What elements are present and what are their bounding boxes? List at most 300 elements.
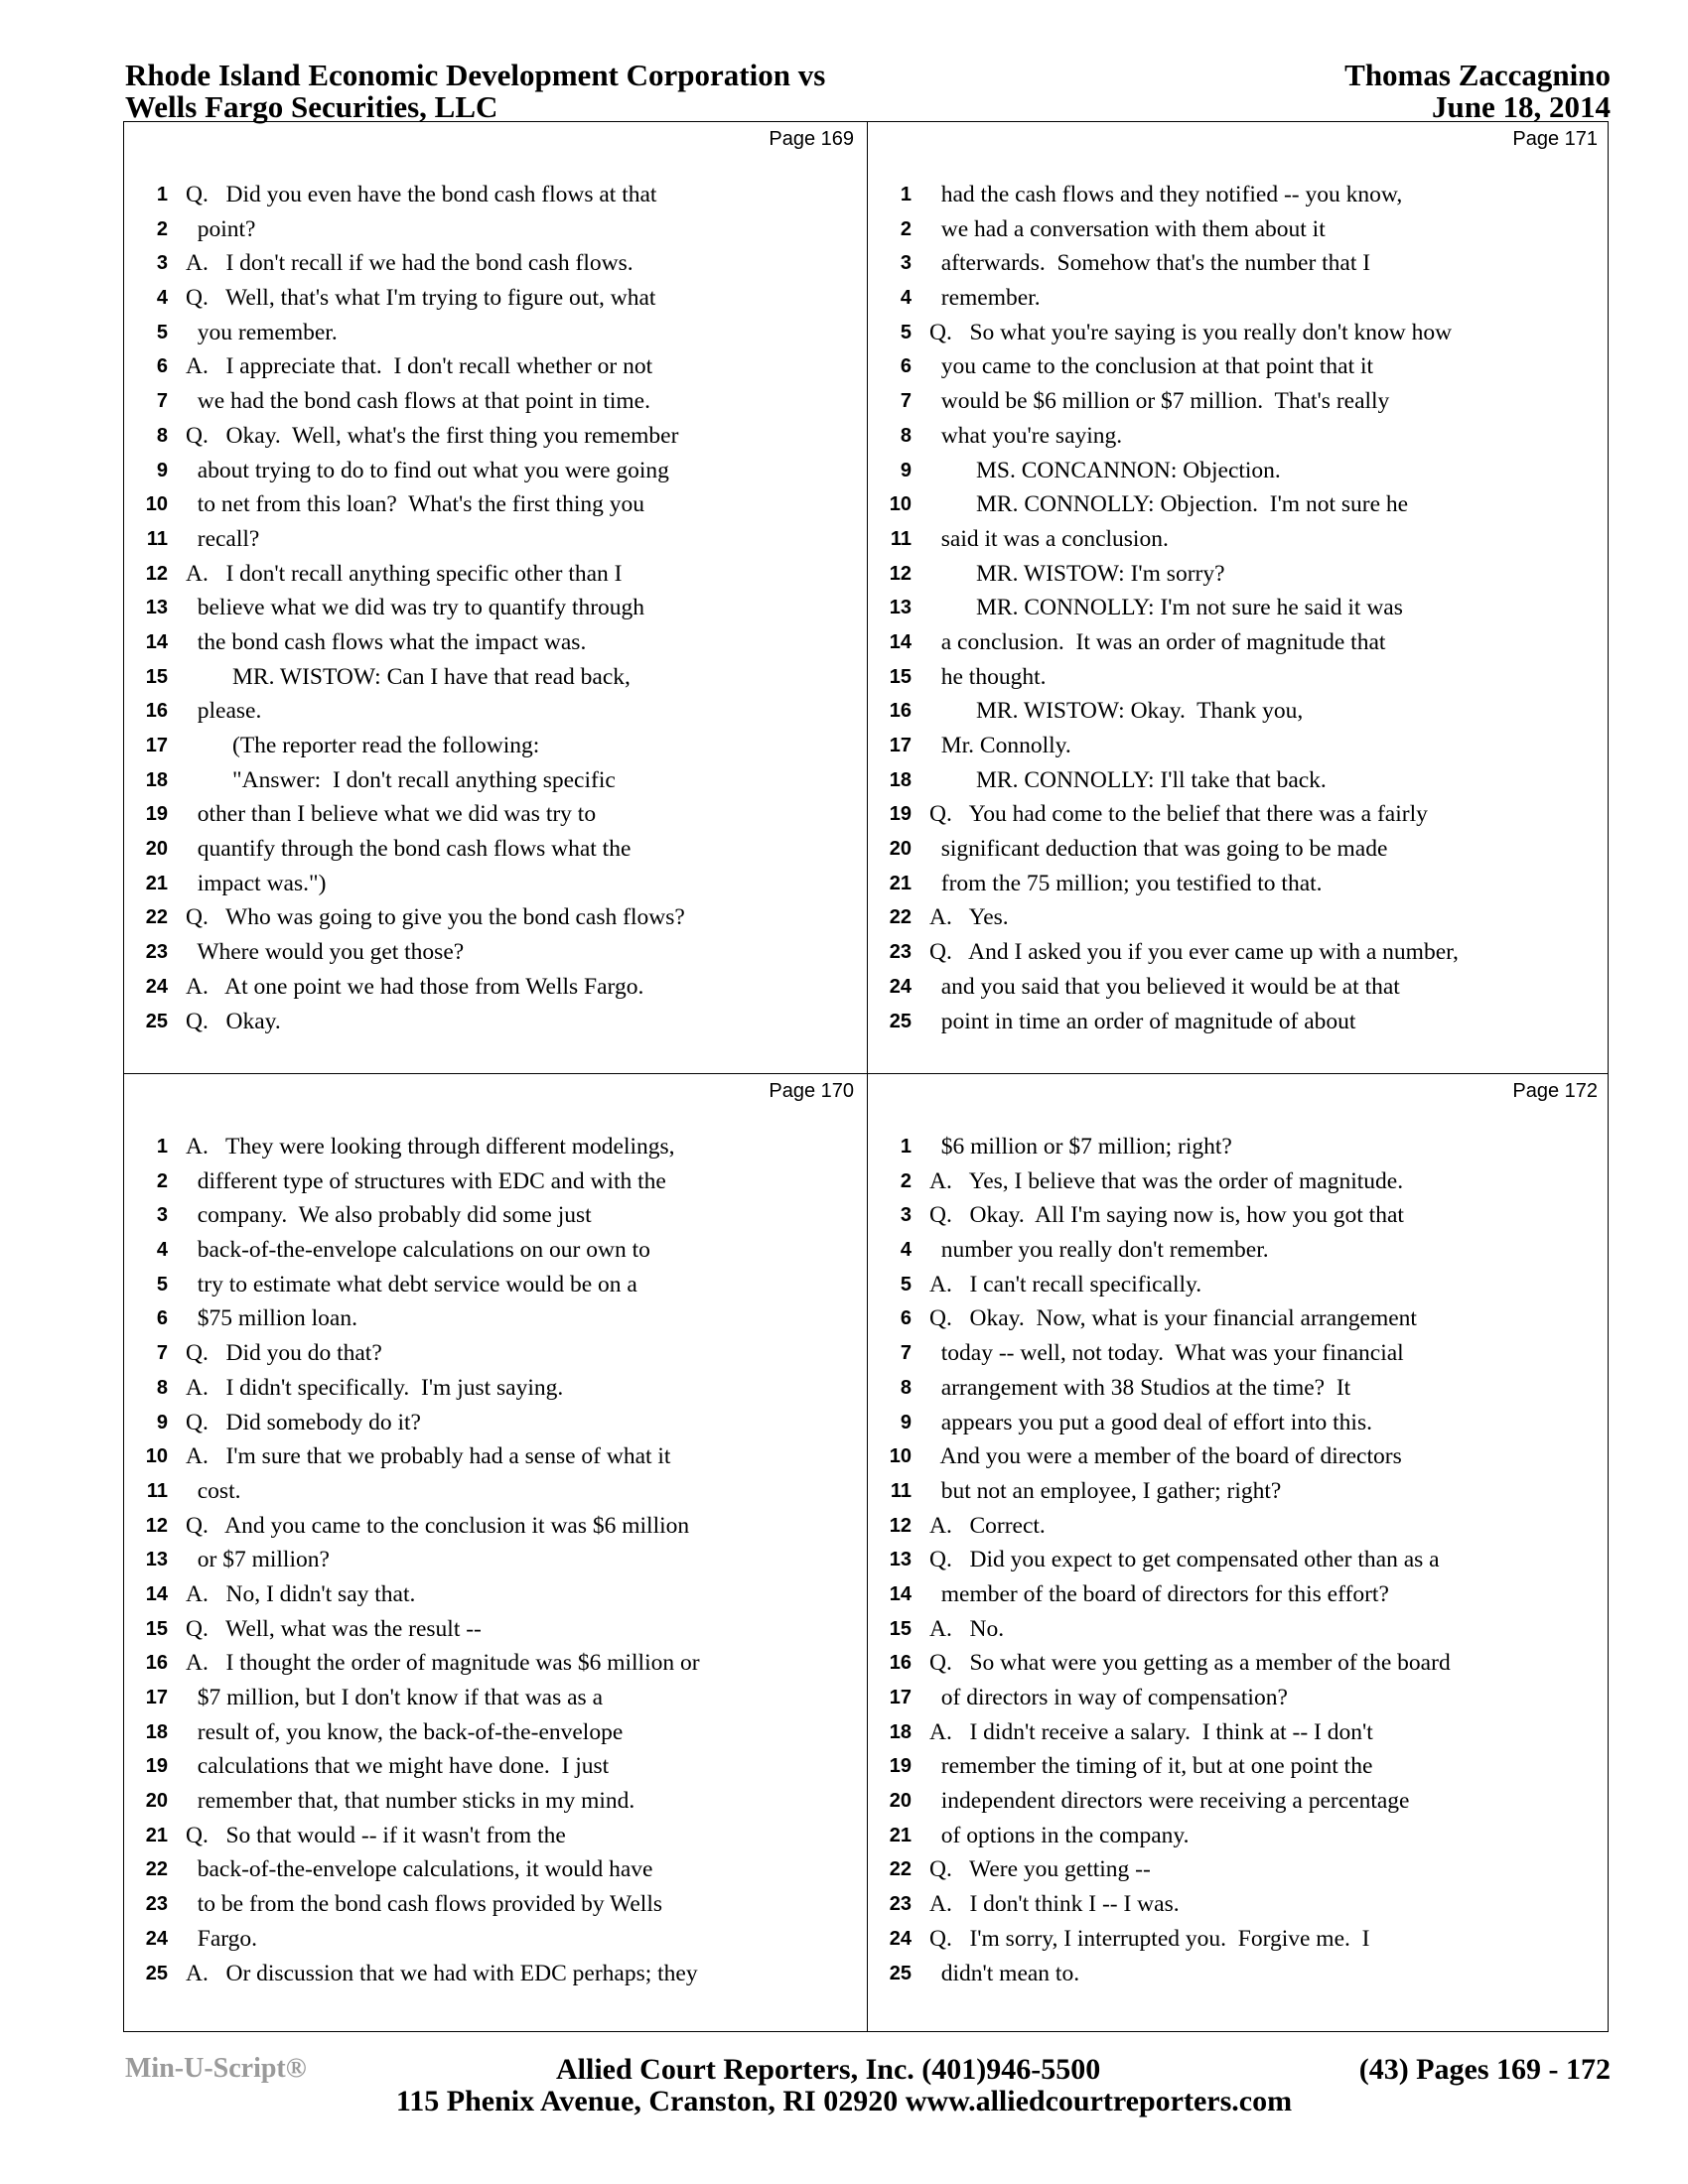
transcript-lines bbox=[124, 1130, 866, 1990]
line-number: 21 bbox=[889, 1824, 912, 1846]
transcript-line bbox=[868, 832, 1610, 867]
transcript-line bbox=[868, 1543, 1610, 1577]
line-number: 16 bbox=[889, 700, 912, 723]
transcript-line bbox=[868, 1749, 1610, 1784]
line-number: 20 bbox=[145, 838, 168, 861]
transcript-line bbox=[124, 1406, 866, 1440]
transcript-line bbox=[124, 1612, 866, 1647]
line-number: 17 bbox=[145, 735, 168, 756]
line-text: remember. bbox=[929, 285, 1041, 312]
transcript-line bbox=[124, 1887, 866, 1922]
line-number: 15 bbox=[889, 1617, 912, 1640]
line-text: Q. Were you getting -- bbox=[929, 1856, 1151, 1883]
line-text: Q. Did somebody do it? bbox=[186, 1409, 421, 1435]
transcript-line bbox=[868, 729, 1610, 763]
line-number: 12 bbox=[145, 562, 168, 585]
line-number: 15 bbox=[889, 665, 912, 688]
transcript-line bbox=[868, 1715, 1610, 1750]
line-text: Q. So what were you getting as a member of the board bbox=[929, 1650, 1451, 1677]
line-number: 25 bbox=[889, 1962, 912, 1984]
line-number: 18 bbox=[889, 1720, 912, 1743]
line-text: please. bbox=[186, 698, 262, 725]
transcript-line bbox=[124, 1301, 866, 1336]
transcript-line bbox=[124, 1577, 866, 1612]
transcript-line bbox=[124, 729, 866, 763]
transcript-line bbox=[868, 1957, 1610, 1991]
line-text: Where would you get those? bbox=[186, 939, 465, 966]
transcript-lines bbox=[868, 178, 1610, 1038]
transcript-line bbox=[124, 1784, 866, 1819]
line-text: back-of-the-envelope calculations on our own to bbox=[186, 1237, 650, 1264]
transcript-page bbox=[124, 1074, 866, 2025]
line-number: 20 bbox=[145, 1790, 168, 1813]
transcript-line bbox=[868, 212, 1610, 247]
line-text: A. I appreciate that. I don't recall whether or not bbox=[186, 353, 653, 380]
line-number: 8 bbox=[900, 424, 912, 447]
line-number: 20 bbox=[889, 838, 912, 861]
witness-caption bbox=[1344, 60, 1611, 123]
line-text: A. I can't recall specifically. bbox=[929, 1271, 1202, 1297]
transcript-line bbox=[124, 763, 866, 798]
line-text: we had a conversation with them about it bbox=[929, 215, 1326, 242]
line-text: about trying to do to find out what you were going bbox=[186, 457, 669, 483]
line-number: 17 bbox=[145, 1687, 168, 1708]
line-text: A. I don't recall anything specific other than I bbox=[186, 560, 623, 587]
transcript-line bbox=[868, 1612, 1610, 1647]
page-number: Page 171 bbox=[1512, 128, 1598, 150]
line-number: 24 bbox=[145, 975, 168, 998]
transcript-line bbox=[868, 1474, 1610, 1509]
line-number: 25 bbox=[889, 1010, 912, 1032]
transcript-line bbox=[124, 694, 866, 729]
transcript-line bbox=[124, 1543, 866, 1577]
transcript-line bbox=[868, 1371, 1610, 1406]
line-number: 12 bbox=[889, 562, 912, 585]
line-text: different type of structures with EDC and with the bbox=[186, 1167, 666, 1194]
line-number: 18 bbox=[889, 768, 912, 791]
line-number: 12 bbox=[889, 1514, 912, 1537]
line-number: 14 bbox=[889, 1582, 912, 1605]
transcript-line bbox=[124, 316, 866, 350]
line-text: afterwards. Somehow that's the number that I bbox=[929, 250, 1371, 277]
line-number: 24 bbox=[889, 1927, 912, 1950]
line-number: 18 bbox=[145, 1720, 168, 1743]
line-text: "Answer: I don't recall anything specific bbox=[186, 766, 616, 793]
line-number: 5 bbox=[156, 1273, 168, 1296]
transcript-line bbox=[868, 694, 1610, 729]
transcript-line bbox=[124, 591, 866, 625]
line-text: A. No. bbox=[929, 1615, 1005, 1642]
line-number: 3 bbox=[900, 1204, 912, 1227]
line-text: arrangement with 38 Studios at the time? It bbox=[929, 1374, 1351, 1401]
line-text: of directors in way of compensation? bbox=[929, 1685, 1288, 1710]
line-text: Q. Okay. bbox=[186, 1008, 281, 1034]
transcript-page bbox=[868, 122, 1610, 1073]
transcript-line bbox=[124, 1922, 866, 1957]
footer-address: 115 Phenix Avenue, Cranston, RI 02920 www.alliedcourtreporters.com bbox=[395, 2085, 1293, 2117]
line-text: cost. bbox=[186, 1477, 241, 1504]
line-number: 13 bbox=[145, 597, 168, 619]
line-number: 8 bbox=[900, 1376, 912, 1399]
transcript-line bbox=[124, 970, 866, 1005]
line-text: Q. Okay. All I'm saying now is, how you got that bbox=[929, 1202, 1404, 1229]
line-text: company. We also probably did some just bbox=[186, 1202, 592, 1229]
line-text: Q. So that would -- if it wasn't from the bbox=[186, 1822, 566, 1848]
line-text: Mr. Connolly. bbox=[929, 733, 1071, 758]
line-number: 2 bbox=[156, 217, 168, 240]
transcript-line bbox=[868, 487, 1610, 522]
line-number: 14 bbox=[145, 1582, 168, 1605]
line-number: 17 bbox=[889, 735, 912, 756]
transcript-line bbox=[868, 1164, 1610, 1199]
page-number: Page 169 bbox=[769, 128, 854, 150]
transcript-line bbox=[124, 1852, 866, 1887]
transcript-line bbox=[124, 1509, 866, 1544]
line-number: 22 bbox=[145, 906, 168, 929]
transcript-page bbox=[868, 1074, 1610, 2025]
line-number: 6 bbox=[900, 1307, 912, 1330]
line-text: appears you put a good deal of effort into this. bbox=[929, 1409, 1372, 1435]
transcript-line bbox=[868, 660, 1610, 695]
line-text: Q. Did you do that? bbox=[186, 1340, 382, 1367]
line-text: $7 million, but I don't know if that was as a bbox=[186, 1685, 604, 1710]
line-text: or $7 million? bbox=[186, 1547, 330, 1573]
line-text: said it was a conclusion. bbox=[929, 525, 1169, 552]
line-number: 23 bbox=[889, 941, 912, 964]
line-text: impact was.") bbox=[186, 870, 327, 896]
line-number: 21 bbox=[145, 1824, 168, 1846]
line-number: 6 bbox=[156, 355, 168, 378]
line-text: MR. CONNOLLY: Objection. I'm not sure he bbox=[929, 491, 1409, 518]
line-text: he thought. bbox=[929, 663, 1047, 690]
line-number: 1 bbox=[156, 184, 168, 205]
line-number: 16 bbox=[889, 1652, 912, 1675]
line-text: would be $6 million or $7 million. That's really bbox=[929, 388, 1390, 415]
transcript-line bbox=[868, 1130, 1610, 1164]
line-number: 8 bbox=[156, 1376, 168, 1399]
line-number: 15 bbox=[145, 1617, 168, 1640]
line-number: 7 bbox=[900, 390, 912, 413]
deposition-date: June 18, 2014 bbox=[1432, 89, 1611, 124]
line-text: and you said that you believed it would be at that bbox=[929, 973, 1400, 1000]
line-number: 23 bbox=[145, 941, 168, 964]
line-text: A. Correct. bbox=[929, 1512, 1046, 1539]
line-number: 6 bbox=[156, 1307, 168, 1330]
line-text: of options in the company. bbox=[929, 1822, 1190, 1848]
transcript-line bbox=[124, 419, 866, 454]
line-text: MS. CONCANNON: Objection. bbox=[929, 457, 1281, 483]
line-text: Fargo. bbox=[186, 1925, 258, 1952]
transcript-line bbox=[124, 1819, 866, 1853]
line-text: point in time an order of magnitude of about bbox=[929, 1008, 1356, 1034]
line-number: 11 bbox=[146, 1479, 168, 1502]
transcript-line bbox=[124, 557, 866, 592]
transcript-line bbox=[868, 591, 1610, 625]
line-text: recall? bbox=[186, 525, 260, 552]
line-number: 22 bbox=[889, 1858, 912, 1881]
line-text: $75 million loan. bbox=[186, 1305, 357, 1332]
line-number: 5 bbox=[900, 1273, 912, 1296]
line-text: the bond cash flows what the impact was. bbox=[186, 628, 587, 655]
transcript-line bbox=[124, 349, 866, 384]
line-text: (The reporter read the following: bbox=[186, 733, 540, 758]
line-text: from the 75 million; you testified to that. bbox=[929, 870, 1323, 896]
line-text: A. I'm sure that we probably had a sense of what it bbox=[186, 1443, 671, 1470]
line-text: back-of-the-envelope calculations, it would have bbox=[186, 1856, 653, 1883]
line-number: 19 bbox=[889, 1755, 912, 1778]
transcript-line bbox=[124, 1681, 866, 1715]
transcript-line bbox=[124, 1005, 866, 1039]
line-number: 25 bbox=[145, 1962, 168, 1984]
line-text: A. They were looking through different modelings, bbox=[186, 1134, 675, 1160]
transcript-line bbox=[868, 316, 1610, 350]
transcript-line bbox=[124, 212, 866, 247]
line-text: independent directors were receiving a percentage bbox=[929, 1788, 1410, 1815]
line-text: Q. Okay. Well, what's the first thing you remember bbox=[186, 422, 679, 449]
line-text: Q. Did you even have the bond cash flows at that bbox=[186, 182, 657, 207]
line-number: 9 bbox=[900, 1411, 912, 1433]
transcript-frame bbox=[123, 121, 1609, 2032]
line-text: A. I didn't receive a salary. I think at -- I don't bbox=[929, 1718, 1373, 1745]
line-text: A. I don't think I -- I was. bbox=[929, 1891, 1180, 1918]
transcript-line bbox=[124, 625, 866, 660]
line-number: 9 bbox=[156, 1411, 168, 1433]
transcript-line bbox=[124, 281, 866, 316]
line-text: member of the board of directors for this effort? bbox=[929, 1580, 1389, 1607]
line-number: 2 bbox=[156, 1169, 168, 1192]
transcript-line bbox=[868, 246, 1610, 281]
line-number: 10 bbox=[145, 493, 168, 516]
line-number: 24 bbox=[889, 975, 912, 998]
transcript-line bbox=[124, 867, 866, 901]
transcript-line bbox=[868, 1406, 1610, 1440]
footer-page-range: (43) Pages 169 - 172 bbox=[1358, 2053, 1611, 2086]
line-text: A. Yes, I believe that was the order of magnitude. bbox=[929, 1167, 1404, 1194]
line-number: 19 bbox=[889, 803, 912, 826]
line-number: 1 bbox=[900, 1136, 912, 1158]
line-text: A. Yes. bbox=[929, 904, 1009, 931]
transcript-line bbox=[868, 763, 1610, 798]
line-text: Q. And I asked you if you ever came up with a number, bbox=[929, 939, 1459, 966]
line-number: 14 bbox=[145, 630, 168, 653]
line-number: 10 bbox=[889, 1445, 912, 1468]
line-text: And you were a member of the board of directors bbox=[929, 1443, 1402, 1470]
line-text: Q. Who was going to give you the bond cash flows? bbox=[186, 904, 685, 931]
line-text: Q. So what you're saying is you really don't know how bbox=[929, 319, 1453, 345]
transcript-line bbox=[124, 935, 866, 970]
transcript-line bbox=[868, 1005, 1610, 1039]
line-text: result of, you know, the back-of-the-envelope bbox=[186, 1718, 624, 1745]
line-number: 5 bbox=[900, 321, 912, 343]
line-text: try to estimate what debt service would be on a bbox=[186, 1271, 637, 1297]
transcript-line bbox=[868, 867, 1610, 901]
transcript-line bbox=[124, 1646, 866, 1681]
line-number: 7 bbox=[156, 390, 168, 413]
line-text: Q. I'm sorry, I interrupted you. Forgive me. I bbox=[929, 1925, 1370, 1952]
line-text: to be from the bond cash flows provided by Wells bbox=[186, 1891, 662, 1918]
line-number: 23 bbox=[145, 1893, 168, 1916]
line-number: 22 bbox=[889, 906, 912, 929]
line-text: didn't mean to. bbox=[929, 1960, 1080, 1986]
line-text: had the cash flows and they notified -- you know, bbox=[929, 182, 1403, 207]
line-text: MR. CONNOLLY: I'll take that back. bbox=[929, 766, 1327, 793]
transcript-line bbox=[124, 900, 866, 935]
transcript-line bbox=[124, 522, 866, 557]
line-text: but not an employee, I gather; right? bbox=[929, 1477, 1282, 1504]
line-text: Q. Okay. Now, what is your financial arrangement bbox=[929, 1305, 1417, 1332]
transcript-line bbox=[868, 1819, 1610, 1853]
case-caption bbox=[125, 60, 825, 123]
transcript-line bbox=[124, 1957, 866, 1991]
line-number: 1 bbox=[156, 1136, 168, 1158]
transcript-line bbox=[868, 1922, 1610, 1957]
line-number: 11 bbox=[890, 1479, 912, 1502]
line-number: 21 bbox=[889, 872, 912, 894]
transcript-line bbox=[868, 1646, 1610, 1681]
line-number: 14 bbox=[889, 630, 912, 653]
transcript-line bbox=[868, 797, 1610, 832]
line-text: significant deduction that was going to be made bbox=[929, 836, 1388, 863]
line-text: Q. Well, that's what I'm trying to figure out, what bbox=[186, 285, 656, 312]
transcript-line bbox=[124, 832, 866, 867]
transcript-line bbox=[124, 1474, 866, 1509]
transcript-line bbox=[868, 557, 1610, 592]
line-text: MR. WISTOW: I'm sorry? bbox=[929, 560, 1225, 587]
line-number: 9 bbox=[156, 459, 168, 481]
line-text: remember that, that number sticks in my mind. bbox=[186, 1788, 635, 1815]
transcript-line bbox=[868, 419, 1610, 454]
footer-reporter: Allied Court Reporters, Inc. (401)946-5500 bbox=[556, 2053, 1101, 2086]
line-number: 5 bbox=[156, 321, 168, 343]
line-number: 22 bbox=[145, 1858, 168, 1881]
line-text: what you're saying. bbox=[929, 422, 1123, 449]
line-text: today -- well, not today. What was your financial bbox=[929, 1340, 1404, 1367]
line-text: point? bbox=[186, 215, 256, 242]
transcript-line bbox=[124, 1164, 866, 1199]
transcript-line bbox=[124, 1198, 866, 1233]
transcript-line bbox=[124, 1268, 866, 1302]
case-title-line1: Rhode Island Economic Development Corporation vs bbox=[125, 58, 826, 92]
transcript-line bbox=[868, 900, 1610, 935]
transcript-line bbox=[868, 1233, 1610, 1268]
line-text: you came to the conclusion at that point that it bbox=[929, 353, 1374, 380]
line-number: 4 bbox=[900, 1239, 912, 1262]
line-number: 19 bbox=[145, 803, 168, 826]
transcript-line bbox=[124, 797, 866, 832]
line-number: 15 bbox=[145, 665, 168, 688]
line-text: MR. WISTOW: Can I have that read back, bbox=[186, 663, 631, 690]
line-text: believe what we did was try to quantify through bbox=[186, 595, 645, 621]
transcript-line bbox=[868, 970, 1610, 1005]
page-number: Page 172 bbox=[1512, 1080, 1598, 1102]
transcript-line bbox=[124, 1439, 866, 1474]
line-number: 25 bbox=[145, 1010, 168, 1032]
transcript-line bbox=[868, 625, 1610, 660]
transcript-line bbox=[124, 660, 866, 695]
line-number: 10 bbox=[889, 493, 912, 516]
transcript-line bbox=[868, 1784, 1610, 1819]
line-number: 16 bbox=[145, 700, 168, 723]
transcript-line bbox=[868, 935, 1610, 970]
line-number: 3 bbox=[156, 1204, 168, 1227]
line-text: Q. And you came to the conclusion it was $6 million bbox=[186, 1512, 690, 1539]
line-text: other than I believe what we did was try to bbox=[186, 801, 597, 828]
line-text: to net from this loan? What's the first thing you bbox=[186, 491, 644, 518]
transcript-page bbox=[124, 122, 866, 1073]
transcript-line bbox=[124, 1130, 866, 1164]
line-number: 1 bbox=[900, 184, 912, 205]
transcript-line bbox=[868, 454, 1610, 488]
transcript-line bbox=[868, 384, 1610, 419]
line-number: 4 bbox=[156, 287, 168, 310]
line-number: 7 bbox=[156, 1342, 168, 1365]
line-text: A. I thought the order of magnitude was $6 million or bbox=[186, 1650, 700, 1677]
transcript-line bbox=[868, 178, 1610, 212]
transcript-lines bbox=[868, 1130, 1610, 1990]
transcript-line bbox=[868, 349, 1610, 384]
transcript-line bbox=[868, 1577, 1610, 1612]
line-number: 17 bbox=[889, 1687, 912, 1708]
line-number: 23 bbox=[889, 1893, 912, 1916]
line-text: you remember. bbox=[186, 319, 338, 345]
line-text: MR. WISTOW: Okay. Thank you, bbox=[929, 698, 1304, 725]
transcript-line bbox=[124, 246, 866, 281]
line-text: MR. CONNOLLY: I'm not sure he said it was bbox=[929, 595, 1403, 621]
line-text: A. No, I didn't say that. bbox=[186, 1580, 416, 1607]
transcript-line bbox=[124, 487, 866, 522]
transcript-line bbox=[124, 1715, 866, 1750]
line-number: 2 bbox=[900, 217, 912, 240]
line-number: 7 bbox=[900, 1342, 912, 1365]
transcript-lines bbox=[124, 178, 866, 1038]
line-number: 8 bbox=[156, 424, 168, 447]
transcript-line bbox=[868, 522, 1610, 557]
transcript-line bbox=[868, 1681, 1610, 1715]
line-text: we had the bond cash flows at that point in time. bbox=[186, 388, 650, 415]
line-number: 3 bbox=[156, 252, 168, 275]
line-text: A. I don't recall if we had the bond cash flows. bbox=[186, 250, 633, 277]
line-number: 11 bbox=[890, 527, 912, 550]
line-text: Q. Did you expect to get compensated other than as a bbox=[929, 1547, 1440, 1573]
line-text: A. Or discussion that we had with EDC perhaps; they bbox=[186, 1960, 698, 1986]
line-text: Q. Well, what was the result -- bbox=[186, 1615, 482, 1642]
line-number: 4 bbox=[900, 287, 912, 310]
transcript-line bbox=[868, 1198, 1610, 1233]
line-number: 13 bbox=[145, 1549, 168, 1571]
line-number: 12 bbox=[145, 1514, 168, 1537]
transcript-line bbox=[868, 1439, 1610, 1474]
transcript-line bbox=[868, 1336, 1610, 1371]
line-number: 18 bbox=[145, 768, 168, 791]
line-text: a conclusion. It was an order of magnitude that bbox=[929, 628, 1386, 655]
line-text: quantify through the bond cash flows what the bbox=[186, 836, 632, 863]
transcript-line bbox=[868, 1852, 1610, 1887]
line-number: 11 bbox=[146, 527, 168, 550]
line-number: 19 bbox=[145, 1755, 168, 1778]
line-text: calculations that we might have done. I just bbox=[186, 1753, 610, 1780]
transcript-line bbox=[868, 1887, 1610, 1922]
transcript-line bbox=[124, 1233, 866, 1268]
transcript-line bbox=[868, 1268, 1610, 1302]
case-title-line2: Wells Fargo Securities, LLC bbox=[125, 89, 498, 124]
line-number: 13 bbox=[889, 597, 912, 619]
line-number: 21 bbox=[145, 872, 168, 894]
line-text: A. At one point we had those from Wells Fargo. bbox=[186, 973, 644, 1000]
line-number: 3 bbox=[900, 252, 912, 275]
line-number: 16 bbox=[145, 1652, 168, 1675]
line-number: 6 bbox=[900, 355, 912, 378]
transcript-line bbox=[868, 281, 1610, 316]
